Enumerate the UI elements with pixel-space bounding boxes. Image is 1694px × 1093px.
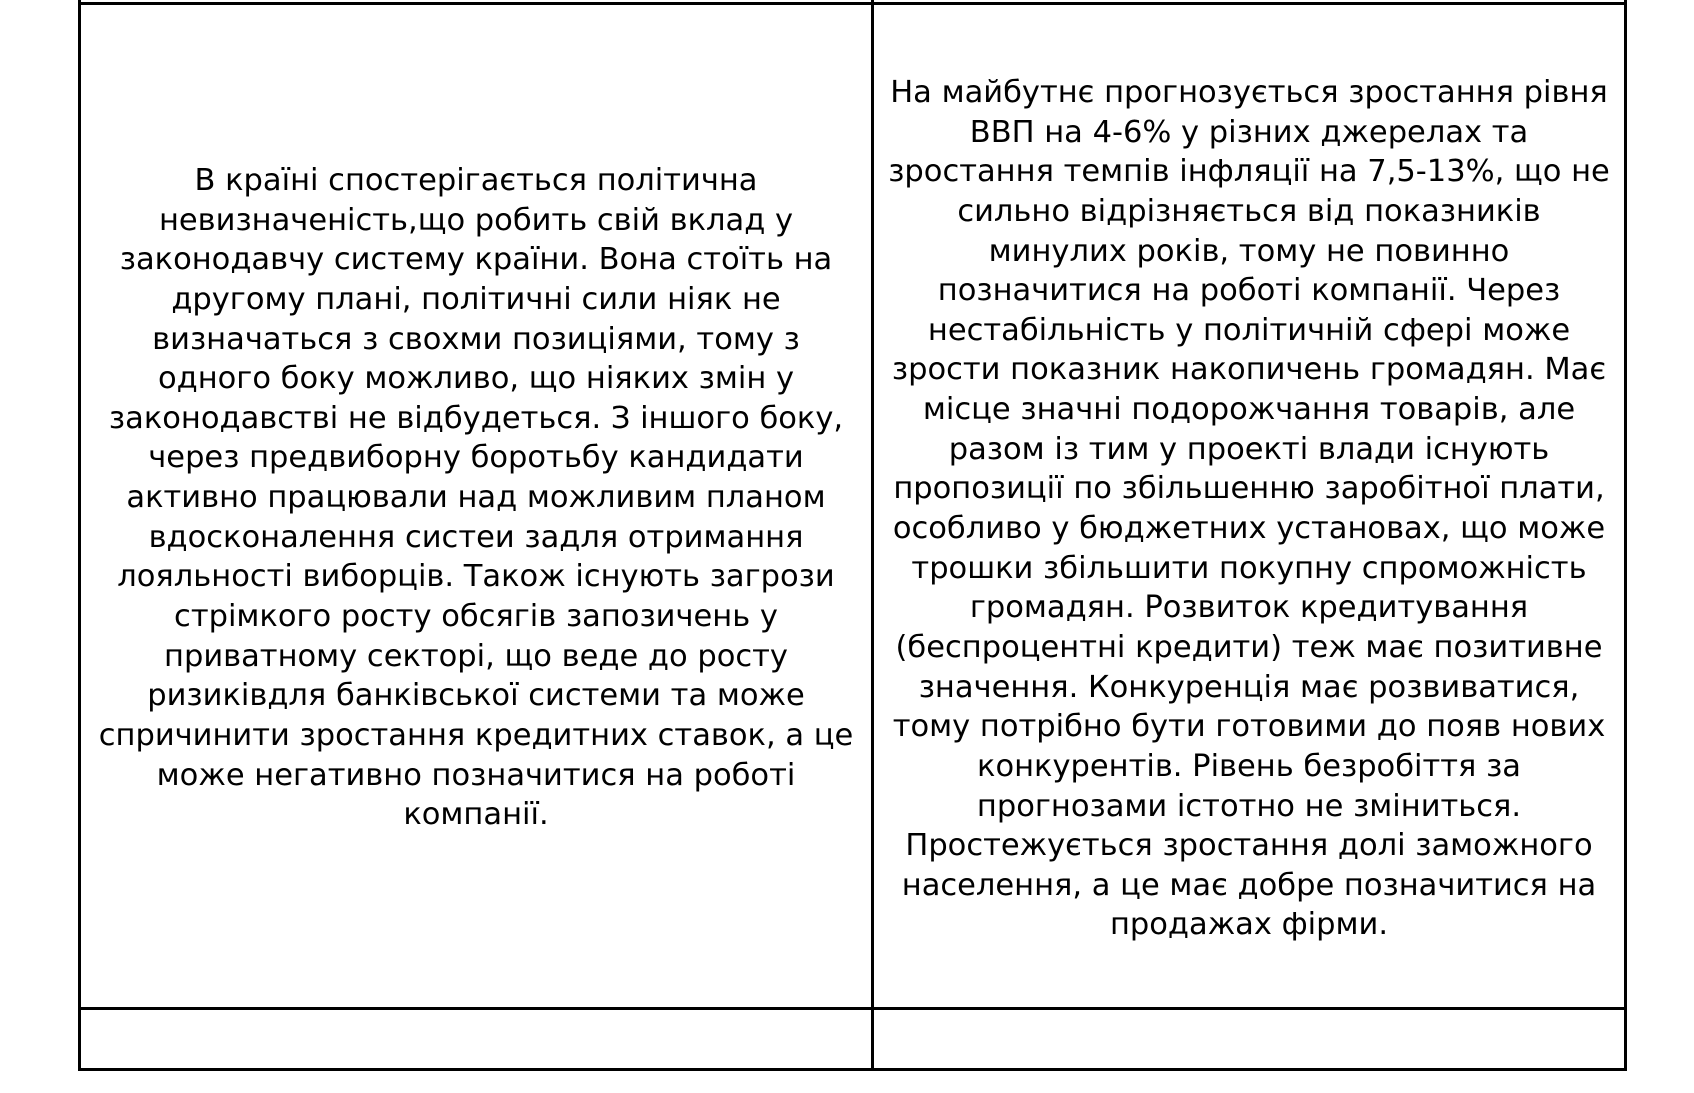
table-cell-bottom-right xyxy=(873,1009,1626,1070)
table-cell-bottom-left xyxy=(80,1009,873,1070)
table-cell-right xyxy=(873,4,1626,1009)
right-paragraph: На майбутнє прогнозується зростання рівня ВВП на 4-6% у різних джерелах та зростання темпів інфляції на 7,5-13%, що не сильно відрізняється від показників минулих років, тому не повинно позначитися на роботі компанії. Через нестабільність у політичній сфері може зрости показник накопичень громадян. Має місце значні подорожчання товарів, але разом із тим у проекті влади існують пропозиції по збільшенню заробітної плати, особливо у бюджетних установах, що може трошки збільшити покупну спроможність громадян. Розвиток кредитування (беспроцентні кредити) теж має позитивне значення. Конкуренція має розвиватися, тому потрібно бути готовими до появ нових конкурентів. Рівень безробіття за прогнозами істотно не зміниться. Простежується зростання долі заможного населення, а це має добре позначитися на продажах фірми. xyxy=(888,75,1610,943)
table-cell-left xyxy=(80,4,873,1009)
document-table xyxy=(78,0,1627,1071)
table-row xyxy=(80,4,1626,1009)
left-paragraph: В країні спостерігається політична невизначеність,що робить свій вклад у законодавчу систему країни. Вона стоїть на другому плані, політичні сили ніяк не визначаться з своxми позиціями, тому з одного боку можливо, що ніяких змін у законодавстві не відбудеться. З іншого боку, через предвиборну боротьбу кандидати активно працювали над можливим планом вдосконалення систеи задля отримання лояльності виборців. Також існують загрози стрімкого росту обсягів запозичень у приватному секторі, що веде до росту ризиківдля банківської системи та може спричинити зростання кредитних ставок, а це може негативно позначитися на роботі компанії. xyxy=(98,163,854,833)
table-row-bottom-spacer xyxy=(80,1009,1626,1070)
